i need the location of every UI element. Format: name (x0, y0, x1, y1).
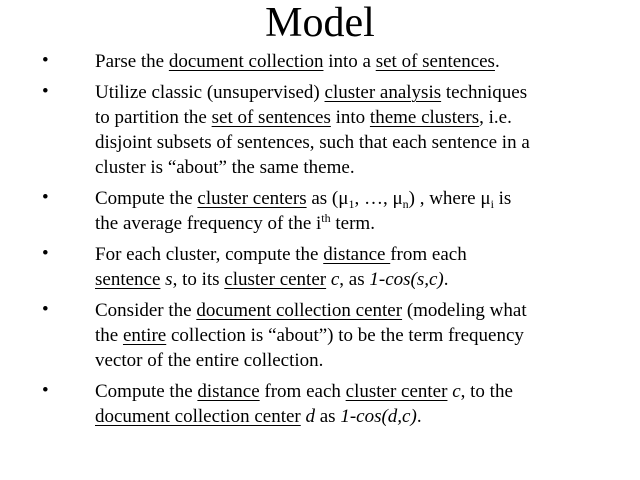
bullet-icon: • (42, 243, 49, 264)
bullet-icon: • (42, 299, 49, 320)
bullet-text (95, 82, 530, 178)
text-segment: from each (259, 381, 346, 402)
bullet-icon: • (42, 187, 49, 208)
text-segment: document collection center (95, 406, 301, 427)
text-segment: s (165, 269, 173, 290)
text-segment: ) , where μ (408, 188, 491, 209)
text-segment: . (416, 406, 422, 427)
text-segment: to partition the (95, 107, 212, 128)
bullet-icon: • (42, 81, 49, 102)
text-segment: cluster centers (197, 188, 307, 209)
text-segment: , as (339, 269, 370, 290)
text-segment: cluster center (224, 269, 327, 290)
text-segment: document collection (168, 51, 324, 72)
text-segment: from each (390, 244, 467, 265)
text-segment: sentence (95, 269, 161, 290)
text-segment: 1-cos(s,c) (369, 269, 444, 290)
text-segment: , …, μ (354, 188, 403, 209)
bullet-item (40, 298, 622, 373)
text-segment: document collection center (196, 300, 403, 321)
text-segment: into a (323, 51, 376, 72)
text-segment: as (μ (306, 188, 349, 209)
bullet-text (95, 244, 467, 290)
text-segment: d (305, 406, 315, 427)
text-segment: term. (330, 213, 375, 234)
text-segment: set of sentences (375, 51, 495, 72)
text-segment: entire (122, 325, 167, 346)
text-segment: is (493, 188, 512, 209)
text-segment: set of sentences (211, 107, 331, 128)
text-segment: Compute the (95, 381, 198, 402)
text-segment: techniques (441, 82, 528, 103)
text-segment: 1-cos(d,c) (340, 406, 417, 427)
bullet-icon: • (42, 50, 49, 71)
text-segment: i (490, 197, 494, 211)
text-segment: theme clusters (369, 107, 480, 128)
text-segment: c (452, 381, 461, 402)
text-segment: into (330, 107, 370, 128)
text-segment: disjoint subsets of sentences, such that each sentence in a (95, 132, 530, 153)
slide-title: Model (265, 0, 375, 46)
bullet-item (40, 80, 622, 180)
bullet-text (95, 188, 511, 234)
text-segment: vector of the entire collection. (95, 350, 324, 371)
bullet-item (40, 49, 622, 74)
bullet-item (40, 242, 622, 292)
text-segment: distance (197, 381, 260, 402)
text-segment: Consider the (95, 300, 197, 321)
text-segment: cluster center (345, 381, 448, 402)
text-segment: distance (323, 244, 391, 265)
text-segment: Utilize classic (unsupervised) (95, 82, 325, 103)
text-segment: the (95, 325, 123, 346)
text-segment: th (321, 211, 331, 225)
text-segment: 1 (348, 197, 355, 211)
text-segment: , to its (172, 269, 225, 290)
text-segment: cluster analysis (324, 82, 442, 103)
text-segment: , i.e. (479, 107, 512, 128)
text-segment: c (330, 269, 340, 290)
text-segment: . (494, 51, 500, 72)
bullet-item (40, 186, 622, 236)
bullet-text (95, 300, 527, 371)
text-segment: (modeling what (402, 300, 527, 321)
text-segment: , to the (460, 381, 513, 402)
text-segment: n (402, 197, 409, 211)
text-segment: Parse the (95, 51, 169, 72)
text-segment: as (315, 406, 341, 427)
bullet-text (95, 381, 513, 427)
text-segment: For each cluster, compute the (95, 244, 324, 265)
text-segment: . (443, 269, 449, 290)
bullet-text (95, 51, 500, 72)
text-segment: cluster is “about” the same theme. (95, 157, 355, 178)
bullet-item (40, 379, 622, 429)
bullet-icon: • (42, 380, 49, 401)
text-segment: the average frequency of the i (95, 213, 322, 234)
text-segment: Compute the (95, 188, 198, 209)
text-segment: collection is “about”) to be the term frequency (166, 325, 524, 346)
bullet-list (40, 49, 622, 429)
